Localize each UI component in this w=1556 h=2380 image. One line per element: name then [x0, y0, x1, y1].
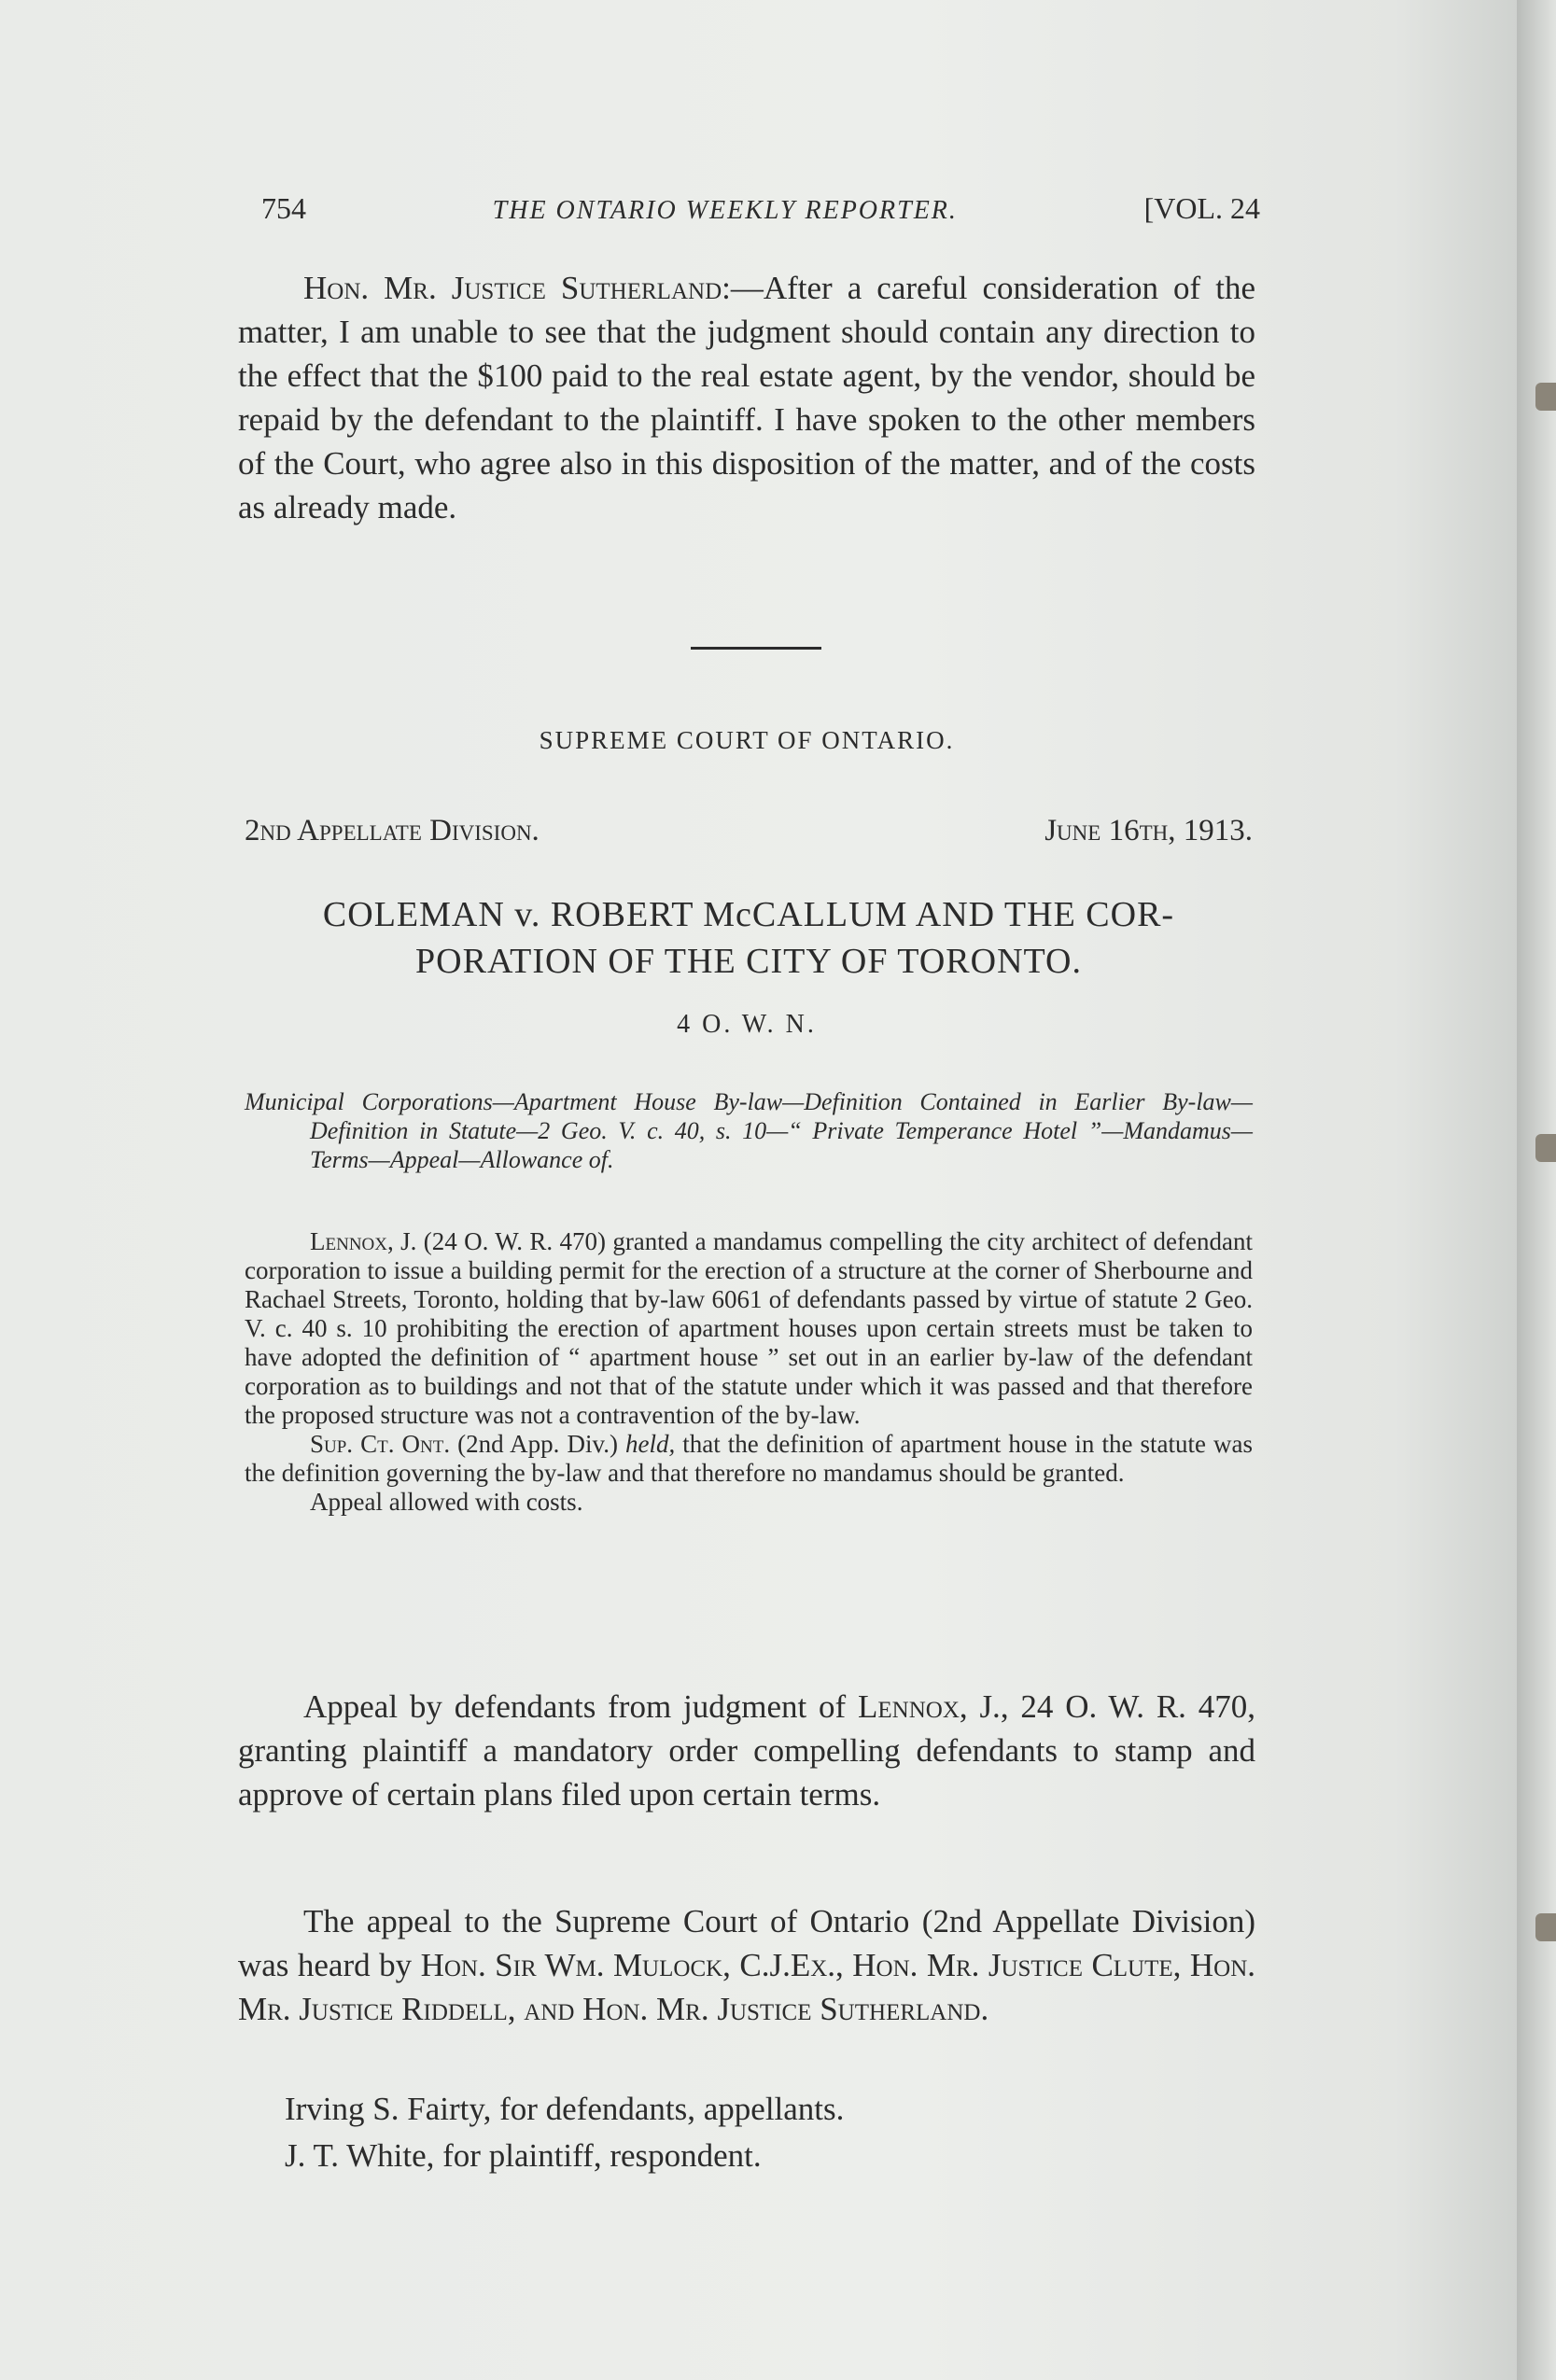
judgment-date: June 16th, 1913.: [1044, 814, 1253, 847]
judge-name: Lennox, J.: [858, 1688, 1001, 1725]
citation: 4 O. W. N.: [677, 1010, 817, 1039]
volume-label: [VOL. 24: [1143, 191, 1260, 225]
summary-text: (2nd App. Div.): [450, 1430, 625, 1458]
case-title-line: PORATION OF THE CITY OF TORONTO.: [415, 942, 1082, 981]
division: 2nd Appellate Division.: [245, 814, 540, 847]
binding-thread-mark: [1535, 383, 1556, 411]
section-divider: [691, 647, 821, 650]
case-summary: [245, 1227, 1253, 1517]
appeal-text: Appeal by defendants from judgment of: [303, 1688, 858, 1725]
judges-list: Hon. Sir Wm. Mulock, C.J.Ex., Hon. Mr. Justice Clute, Hon. Mr. Justice Riddell, and Hon. Mr. Justice Sutherland.: [238, 1947, 1256, 2027]
division-row: [245, 814, 1253, 848]
counsel-appellants: Irving S. Fairty, for defendants, appellants.: [285, 2091, 845, 2127]
opening-paragraph: [238, 266, 1255, 529]
running-header: [261, 191, 1260, 226]
court-abbrev: Sup. Ct. Ont.: [310, 1430, 451, 1458]
held-label: held,: [624, 1430, 676, 1458]
appeal-paragraph: [238, 1685, 1255, 1816]
judge-name: Lennox, J.: [310, 1227, 417, 1255]
judge-name: Hon. Mr. Justice Sutherland: [303, 270, 722, 306]
court-heading: SUPREME COURT OF ONTARIO.: [539, 726, 955, 754]
disposition: Appeal allowed with costs.: [310, 1488, 583, 1516]
appeal-text: , 24 O. W. R. 470, granting plaintiff a mandatory order compelling defendants to stamp and approve of certain plans filed upon certain terms.: [238, 1688, 1255, 1813]
case-title: [245, 891, 1253, 985]
headnote: Municipal Corporations—Apartment House By-law—Definition Contained in Earlier By-law—Definition in Statute—2 Geo. V. c. 40, s. 10—“ Private Temperance Hotel ”—Mandamus—Terms—Appeal—Allowance of.: [245, 1088, 1253, 1173]
summary-text: (24 O. W. R. 470) granted a mandamus compelling the city architect of defendant corporation to issue a building permit for the erection of a structure at the corner of Sherbourne and Rachael Streets, Toronto, holding that by-law 6061 of defendants passed by virtue of statute 2 Geo. V. c. 40 s. 10 prohibiting the erection of apartment houses upon certain streets must be taken to have adopted the definition of “ apartment house ” set out in an earlier by-law of the defendant corporation as to buildings and not that of the statute under which it was passed and that therefore the proposed structure was not a contravention of the by-law.: [245, 1227, 1253, 1429]
page-edge: [1517, 0, 1556, 2380]
heard-paragraph: [238, 1899, 1255, 2031]
binding-thread-mark: [1535, 1134, 1556, 1162]
counsel-respondent: J. T. White, for plaintiff, respondent.: [285, 2137, 762, 2174]
counsel-block: [285, 2086, 844, 2179]
opening-text: :—After a careful consideration of the matter, I am unable to see that the judgment should contain any direction to the effect that the $100 paid to the real estate agent, by the vendor, should be repaid by the defendant to the plaintiff. I have spoken to the other members of the Court, who agree also in this disposition of the matter, and of the costs as already made.: [238, 270, 1255, 525]
case-title-line: COLEMAN v. ROBERT McCALLUM AND THE COR-: [322, 895, 1175, 934]
binding-thread-mark: [1535, 1913, 1556, 1941]
summary-text: that the definition of apartment house in the statute was the definition governing the by-law and that therefore no mandamus should be granted.: [245, 1430, 1253, 1487]
heard-text: The appeal to the Supreme Court of Ontario (2nd Appellate Division) was heard by: [238, 1903, 1255, 1983]
running-title: THE ONTARIO WEEKLY REPORTER.: [492, 196, 958, 225]
page-number: 754: [261, 191, 306, 225]
